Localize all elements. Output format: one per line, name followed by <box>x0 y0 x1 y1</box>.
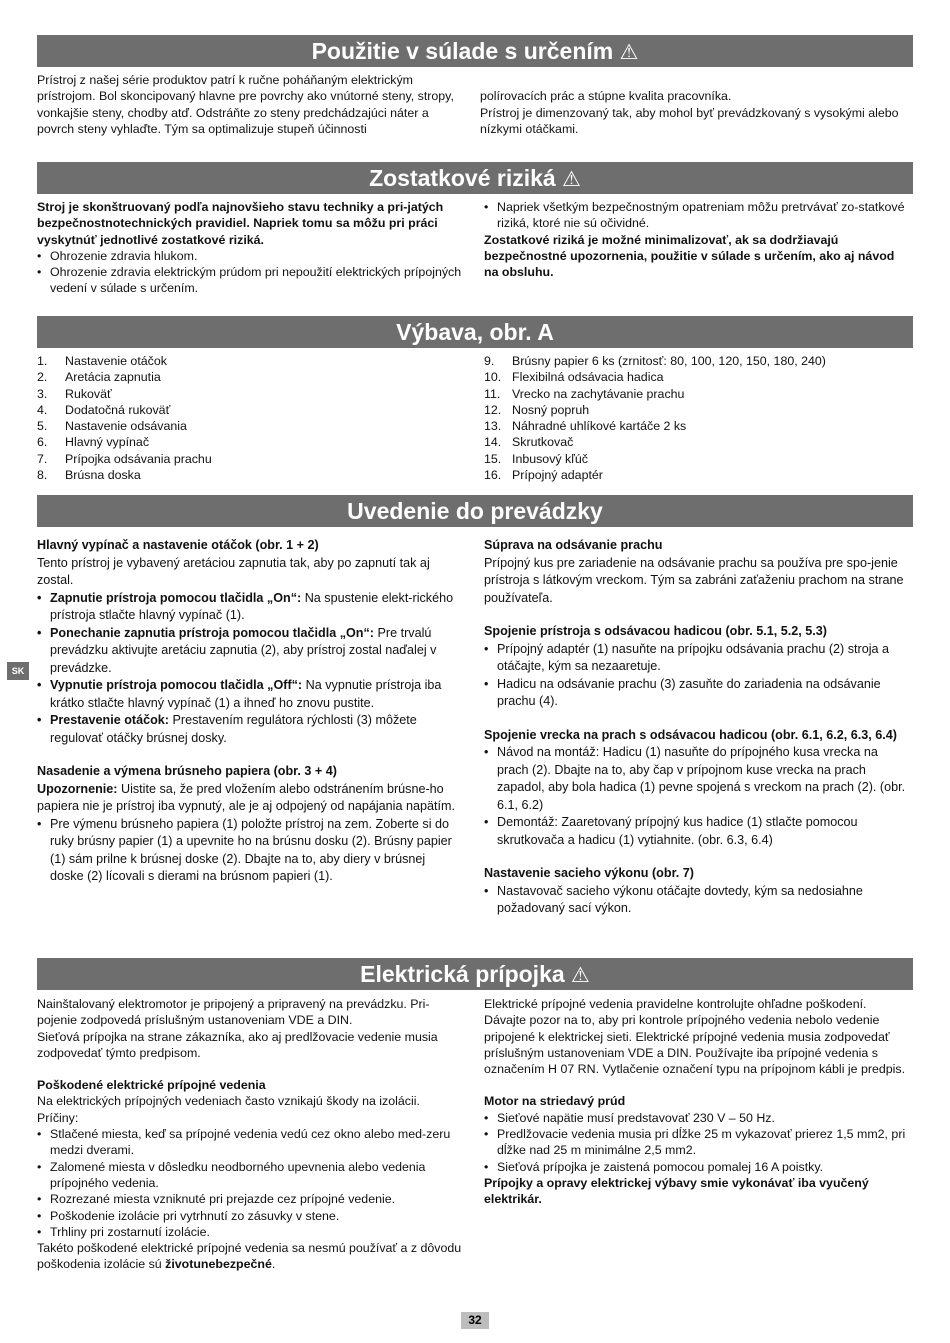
item-text: Na spustenie elekt-rického prístroja stlačte hlavný vypínač (1). <box>50 590 454 622</box>
list-item <box>484 467 909 483</box>
damage-list <box>37 1126 462 1240</box>
list-item <box>37 712 462 747</box>
warning-paragraph <box>37 781 462 816</box>
item-number: 13. <box>484 419 502 434</box>
list-item: • Zalomené miesta v dôsledku neodborného upevnenia alebo vedenia prípojného vedenia. <box>37 1159 462 1192</box>
subheading: Motor na striedavý prúd <box>484 1094 626 1109</box>
item-text: Prestavením regulátora rýchlosti (3) môžete regulovať otáčky brúsnej dosky. <box>50 713 417 745</box>
bag-list <box>484 744 909 849</box>
item-text: Nastavenie odsávania <box>65 419 187 434</box>
item-text: Na vypnutie prístroja iba krátko stlačte hlavný vypínač (1) a ihneď ho znovu pustite. <box>50 678 442 710</box>
list-item: • Ohrozenie zdravia hlukom. <box>37 248 462 264</box>
item-text: Prípojný adaptér <box>512 468 603 483</box>
item-number: 7. <box>37 451 48 466</box>
item-number: 12. <box>484 402 502 417</box>
warning-triangle-icon: ⚠ <box>562 168 581 191</box>
paragraph: Na elektrických prípojných vedeniach často vznikajú škody na izolácii. Príčiny: <box>37 1094 420 1125</box>
suction-list <box>484 883 909 918</box>
section-heading-commissioning <box>37 495 913 527</box>
item-label: Prestavenie otáčok: <box>50 713 169 727</box>
equipment-left <box>37 353 462 483</box>
electrician-note: Prípojky a opravy elektrickej výbavy smie vykonávať iba vyučený elektrikár. <box>484 1175 869 1207</box>
list-item <box>484 451 909 467</box>
list-item <box>37 590 462 625</box>
list-item <box>37 677 462 712</box>
item-number: 14. <box>484 435 502 450</box>
list-item: • Trhliny pri zostarnutí izolácie. <box>37 1224 462 1240</box>
item-text: Hlavný vypínač <box>65 435 150 450</box>
spacer <box>484 1077 909 1093</box>
item-number: 11. <box>484 386 501 401</box>
paragraph: Prístroj z našej série produktov patrí k ručne poháňaným elektrickým prístrojom. Bol skoncipovaný hlavne pre povrchy ako vnútorné steny, stropy, vonkajšie steny, chodby atď. Odstráňte zo steny predchádzajúci náter a povrch steny vyhlaďte. Tým sa optimalizuje stupeň účinnosti <box>37 73 454 136</box>
list-item <box>37 451 462 467</box>
item-number: 10. <box>484 370 502 385</box>
intro-bold: Stroj je skonštruovaný podľa najnovšieho stavu techniky a pri-jatých bezpečnostnotechnických pravidiel. Napriek tomu sa môžu pri práci vyskytnúť jednotlivé zostatkové riziká. <box>37 200 444 247</box>
subheading: Poškodené elektrické prípojné vedenia <box>37 1078 266 1093</box>
list-item <box>484 386 909 402</box>
list-item: • Predlžovacie vedenia musia pri dĺžke 25 m vykazovať prierez 1,5 mm2, pri dĺžke nad 25 m minimálne 2,5 mm2. <box>484 1126 909 1159</box>
bold-text: životunebezpečné <box>165 1257 272 1272</box>
commissioning-right <box>484 537 909 918</box>
list-item <box>37 353 462 369</box>
item-number: 1. <box>37 354 48 368</box>
paragraph: Elektrické prípojné vedenia pravidelne kontrolujte ohľadne poškodení. Dávajte pozor na to, aby pri kontrole prípojného vedenia nebolo vedenie pripojené k elektrickej sieti. Elektrické prípojné vedenia musia zodpovedať príslušným ustanoveniam VDE a DIN. Používajte iba prípojné vedenia s označením H 07 RN. Vytlačenie označení typu na prípojnom kábli je predpis. <box>484 997 906 1077</box>
residual-risks-right <box>484 199 909 280</box>
list-item <box>37 369 462 385</box>
list-item <box>37 418 462 434</box>
list-item <box>37 402 462 418</box>
item-text: Pre trvalú prevádzku aktivujte aretáciu zapnutia (2), aby prístroj zostal naďalej v prevádzke. <box>50 625 437 675</box>
item-number: 15. <box>484 451 502 466</box>
list-item <box>37 386 462 402</box>
list-item: • Stlačené miesta, keď sa prípojné vedenia vedú cez okno alebo med-zeru medzi dverami. <box>37 1126 462 1159</box>
item-label: Ponechanie zapnutia prístroja pomocou tlačidla „On“: <box>50 625 374 640</box>
spacer <box>37 1061 462 1077</box>
list-item: • Nastavovač sacieho výkonu otáčajte dovtedy, kým sa nedosiahne požadovaný sací výkon. <box>484 883 909 918</box>
warning-text: Uistite sa, že pred vložením alebo odstránením brúsne-ho papiera nie je prístroj iba vypnutý, ale je aj odpojený od napájania napätím. <box>37 781 455 813</box>
text: Takéto poškodené elektrické prípojné vedenia sa nesmú používať a z dôvodu poškodenia izolácie sú <box>37 1241 462 1272</box>
paragraph: Nainštalovaný elektromotor je pripojený a pripravený na prevádzku. Pri-pojenie zodpovedá príslušným ustanoveniam VDE a DIN. Sieťová prípojka na strane zákazníka, ako aj predlžovacie vedenie musia zodpovedať týmto predpisom. <box>37 997 438 1060</box>
heading-text: Uvedenie do prevádzky <box>347 498 603 524</box>
electrical-right <box>484 996 909 1208</box>
list-item <box>37 467 462 483</box>
warning-triangle-icon: ⚠ <box>571 964 590 987</box>
paragraph: polírovacích prác a stúpne kvalita pracovníka. Prístroj je dimenzovaný tak, aby mohol byť prevádzkovaný s vysokými alebo nízkymi otáčkami. <box>480 89 899 136</box>
list-item <box>484 434 909 450</box>
page-number: 32 <box>461 1312 489 1329</box>
equipment-list <box>484 353 909 483</box>
subheading: Nastavenie sacieho výkonu (obr. 7) <box>484 866 694 880</box>
item-text: Inbusový kľúč <box>512 451 588 466</box>
list-item: • Demontáž: Zaaretovaný prípojný kus hadice (1) stlačte pomocou skrutkovača a hadicu (1) vytiahnite. (obr. 6.3, 6.4) <box>484 814 909 849</box>
item-text: Brúsna doska <box>65 468 141 483</box>
item-label: Zapnutie prístroja pomocou tlačidla „On“: <box>50 590 302 605</box>
item-number: 8. <box>37 468 48 483</box>
paragraph: Tento prístroj je vybavený aretáciou zapnutia tak, aby po zapnutí tak aj zostal. <box>37 555 430 587</box>
spacer <box>484 607 909 623</box>
spacer <box>484 849 909 865</box>
minimize-note: Zostatkové riziká je možné minimalizovať, ak sa dodržiavajú bezpečnostné upozornenia, použitie v súlade s určením, ako aj návod na obsluhu. <box>484 232 895 280</box>
section-heading-intended-use <box>37 35 913 67</box>
paragraph <box>37 1240 462 1273</box>
list-item: • Rozrezané miesta vzniknuté pri prejazde cez prípojné vedenie. <box>37 1191 462 1207</box>
section-heading-electrical <box>37 958 913 990</box>
switch-list <box>37 590 462 748</box>
list-item <box>484 353 909 369</box>
subheading: Nasadenie a výmena brúsneho papiera (obr. 3 + 4) <box>37 764 337 778</box>
list-item <box>484 402 909 418</box>
text: . <box>271 1257 276 1272</box>
intended-use-left <box>37 72 462 137</box>
language-tab: SK <box>7 662 29 680</box>
item-text: Náhradné uhlíkové kartáče 2 ks <box>512 419 687 434</box>
hose-list <box>484 641 909 711</box>
list-item: • Sieťové napätie musí predstavovať 230 V – 50 Hz. <box>484 1110 909 1126</box>
section-heading-equipment <box>37 316 913 348</box>
item-number: 9. <box>484 354 495 368</box>
list-item: • Napriek všetkým bezpečnostným opatreniam môžu pretrvávať zo-statkové riziká, ktoré nie sú očividné. <box>484 199 909 232</box>
list-item <box>37 625 462 678</box>
equipment-list <box>37 353 462 483</box>
list-item: • Sieťová prípojka je zaistená pomocou pomalej 16 A poistky. <box>484 1159 909 1175</box>
item-text: Nosný popruh <box>512 402 590 417</box>
risk-list <box>37 248 462 297</box>
item-number: 3. <box>37 386 48 401</box>
list-item: • Hadicu na odsávanie prachu (3) zasuňte do zariadenia na odsávanie prachu (4). <box>484 676 909 711</box>
section-heading-residual-risks <box>37 162 913 194</box>
item-text: Flexibilná odsávacia hadica <box>512 370 664 385</box>
list-item: • Poškodenie izolácie pri vytrhnutí zo zásuvky v stene. <box>37 1208 462 1224</box>
heading-text: Použitie v súlade s určením <box>311 38 614 64</box>
item-number: 16. <box>484 468 502 483</box>
motor-list <box>484 1110 909 1175</box>
item-number: 2. <box>37 370 48 385</box>
item-text: Prípojka odsávania prachu <box>65 451 212 466</box>
heading-text: Elektrická prípojka <box>360 961 565 987</box>
list-item <box>37 434 462 450</box>
subheading: Spojenie prístroja s odsávacou hadicou (obr. 5.1, 5.2, 5.3) <box>484 624 827 638</box>
list-item: • Návod na montáž: Hadicu (1) nasuňte do prípojného kusa vrecka na prach (2). Dbajte na to, aby čap v prípojnom kuse vrecka na prach zapadol, aby bola hadica (1) pevne spojená s vreckom na prach (2). (obr. 6.1, 6.2) <box>484 744 909 814</box>
item-text: Dodatočná rukoväť <box>65 402 171 417</box>
item-label: Vypnutie prístroja pomocou tlačidla „Off“: <box>50 678 303 692</box>
list-item <box>484 369 909 385</box>
item-number: 6. <box>37 435 48 450</box>
heading-text: Zostatkové riziká <box>369 165 556 191</box>
spacer <box>484 711 909 727</box>
spacer <box>37 747 462 763</box>
subheading: Hlavný vypínač a nastavenie otáčok (obr. 1 + 2) <box>37 538 319 552</box>
electrical-left <box>37 996 462 1273</box>
list-item <box>484 418 909 434</box>
risk-list <box>484 199 909 232</box>
heading-text: Výbava, obr. A <box>396 319 554 345</box>
intended-use-right <box>480 72 905 153</box>
list-item: • Ohrozenie zdravia elektrickým prúdom pri nepoužití elektrických prípojných vedení v súlade s určením. <box>37 264 462 297</box>
item-number: 4. <box>37 402 48 417</box>
list-item: • Prípojný adaptér (1) nasuňte na prípojku odsávania prachu (2) stroja a otáčajte, kým sa nezaaretuje. <box>484 641 909 676</box>
warning-triangle-icon: ⚠ <box>619 41 639 64</box>
item-text: Brúsny papier 6 ks (zrnitosť: 80, 100, 120, 150, 180, 240) <box>512 354 826 368</box>
paper-list <box>37 816 462 886</box>
item-number: 5. <box>37 419 48 434</box>
residual-risks-left <box>37 199 462 297</box>
item-text: Aretácia zapnutia <box>65 370 161 385</box>
item-text: Rukoväť <box>65 386 112 401</box>
item-text: Vrecko na zachytávanie prachu <box>512 386 685 401</box>
warning-label: Upozornenie: <box>37 781 118 796</box>
list-item: • Pre výmenu brúsneho papiera (1) položte prístroj na zem. Zoberte si do ruky brúsny papier (1) a upevnite ho na brúsnu dosku (2). Brúsny papier (1) sám prilne k brúsnej doske (2). Dbajte na to, aby diery v brúsnej doske (2) lícovali s dierami na brúsnom papieri (1). <box>37 816 462 886</box>
item-text: Nastavenie otáčok <box>65 354 167 368</box>
paragraph: Prípojný kus pre zariadenie na odsávanie prachu sa používa pre spo-jenie prístroja s látkovým vreckom. Tým sa zabráni zaťaženiu prachom na strane používateľa. <box>484 555 904 605</box>
commissioning-left <box>37 537 462 886</box>
item-text: Skrutkovač <box>512 435 574 450</box>
subheading: Spojenie vrecka na prach s odsávacou hadicou (obr. 6.1, 6.2, 6.3, 6.4) <box>484 727 897 742</box>
equipment-right <box>484 353 909 483</box>
subheading: Súprava na odsávanie prachu <box>484 538 663 552</box>
